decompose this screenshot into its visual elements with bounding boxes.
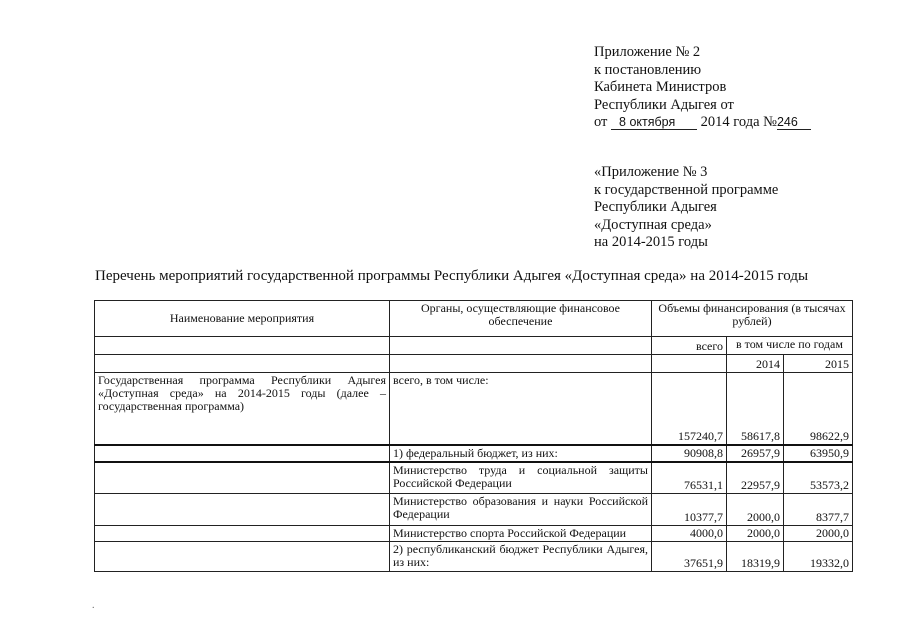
header-total: всего bbox=[652, 337, 727, 355]
table-header-row bbox=[95, 337, 853, 355]
year-2015-cell: 53573,2 bbox=[784, 462, 853, 494]
total-cell: 90908,8 bbox=[652, 445, 727, 462]
header-financing-volumes: Объемы финансирования (в тысячах рублей) bbox=[652, 301, 853, 337]
document-title: Перечень мероприятий государственной программы Республики Адыгея «Доступная среда» на 2014-2015 годы bbox=[95, 268, 809, 284]
year-label: 2014 года № bbox=[700, 114, 777, 130]
event-name-cell bbox=[95, 494, 390, 526]
total-cell: 10377,7 bbox=[652, 494, 727, 526]
appendix-2-line: Кабинета Министров bbox=[594, 79, 727, 95]
year-2014-cell: 58617,8 bbox=[727, 373, 784, 445]
empty-cell bbox=[95, 355, 390, 373]
appendix-3-line: «Доступная среда» bbox=[594, 216, 712, 233]
header-financing-bodies: Органы, осуществляющие финансовое обеспечение bbox=[390, 301, 652, 337]
empty-cell bbox=[390, 337, 652, 355]
event-name-cell bbox=[95, 445, 390, 462]
handwritten-date: 8 октября bbox=[611, 115, 697, 130]
financing-body-cell: Министерство труда и социальной защиты Российской Федерации bbox=[390, 462, 652, 494]
year-2015-cell: 63950,9 bbox=[784, 445, 853, 462]
year-2015-cell: 19332,0 bbox=[784, 542, 853, 572]
table-row bbox=[95, 373, 853, 445]
year-2014-cell: 2000,0 bbox=[727, 526, 784, 542]
financing-body-cell: всего, в том числе: bbox=[390, 373, 652, 445]
table-header-row bbox=[95, 301, 853, 337]
financing-body-cell: Министерство спорта Российской Федерации bbox=[390, 526, 652, 542]
year-2015-cell: 98622,9 bbox=[784, 373, 853, 445]
financing-body-cell: 2) республиканский бюджет Республики Адыгея, из них: bbox=[390, 542, 652, 572]
year-2015-cell: 8377,7 bbox=[784, 494, 853, 526]
total-cell: 37651,9 bbox=[652, 542, 727, 572]
table-row bbox=[95, 542, 853, 572]
empty-cell bbox=[390, 355, 652, 373]
total-cell: 157240,7 bbox=[652, 373, 727, 445]
event-name-cell bbox=[95, 542, 390, 572]
appendix-3-line: на 2014-2015 годы bbox=[594, 234, 708, 250]
financing-body-cell: 1) федеральный бюджет, из них: bbox=[390, 445, 652, 462]
empty-cell bbox=[652, 355, 727, 373]
table-row bbox=[95, 462, 853, 494]
appendix-3-line: «Приложение № 3 bbox=[594, 164, 708, 180]
year-2014-cell: 26957,9 bbox=[727, 445, 784, 462]
table-header-row bbox=[95, 355, 853, 373]
year-2015-cell: 2000,0 bbox=[784, 526, 853, 542]
event-name-cell: Государственная программа Республики Адыгея «Доступная среда» на 2014-2015 годы (далее – государственная программа) bbox=[95, 373, 390, 445]
empty-cell bbox=[95, 337, 390, 355]
appendix-3-header bbox=[594, 164, 778, 252]
appendix-3-line: Республики Адыгея bbox=[594, 199, 717, 215]
header-year-2014: 2014 bbox=[727, 355, 784, 373]
total-cell: 76531,1 bbox=[652, 462, 727, 494]
resolution-date-line bbox=[594, 114, 843, 132]
page-mark: . bbox=[92, 600, 95, 611]
year-2014-cell: 18319,9 bbox=[727, 542, 784, 572]
header-event-name: Наименование мероприятия bbox=[95, 301, 390, 337]
appendix-3-line: к государственной программе bbox=[594, 181, 779, 198]
event-name-cell bbox=[95, 526, 390, 542]
handwritten-number: 246 bbox=[777, 115, 811, 130]
header-year-2015: 2015 bbox=[784, 355, 853, 373]
header-by-years: в том числе по годам bbox=[727, 337, 853, 355]
financing-body-cell: Министерство образования и науки Российской Федерации bbox=[390, 494, 652, 526]
appendix-2-line: Республики Адыгея от bbox=[594, 96, 734, 113]
total-cell: 4000,0 bbox=[652, 526, 727, 542]
date-prefix: от bbox=[594, 114, 608, 130]
year-2014-cell: 22957,9 bbox=[727, 462, 784, 494]
appendix-2-line: к постановлению bbox=[594, 61, 702, 78]
table-row bbox=[95, 494, 853, 526]
appendix-2-header bbox=[594, 44, 843, 132]
table-row bbox=[95, 445, 853, 462]
appendix-2-line: Приложение № 2 bbox=[594, 44, 701, 60]
funding-table bbox=[94, 300, 853, 572]
event-name-cell bbox=[95, 462, 390, 494]
table-row bbox=[95, 526, 853, 542]
year-2014-cell: 2000,0 bbox=[727, 494, 784, 526]
